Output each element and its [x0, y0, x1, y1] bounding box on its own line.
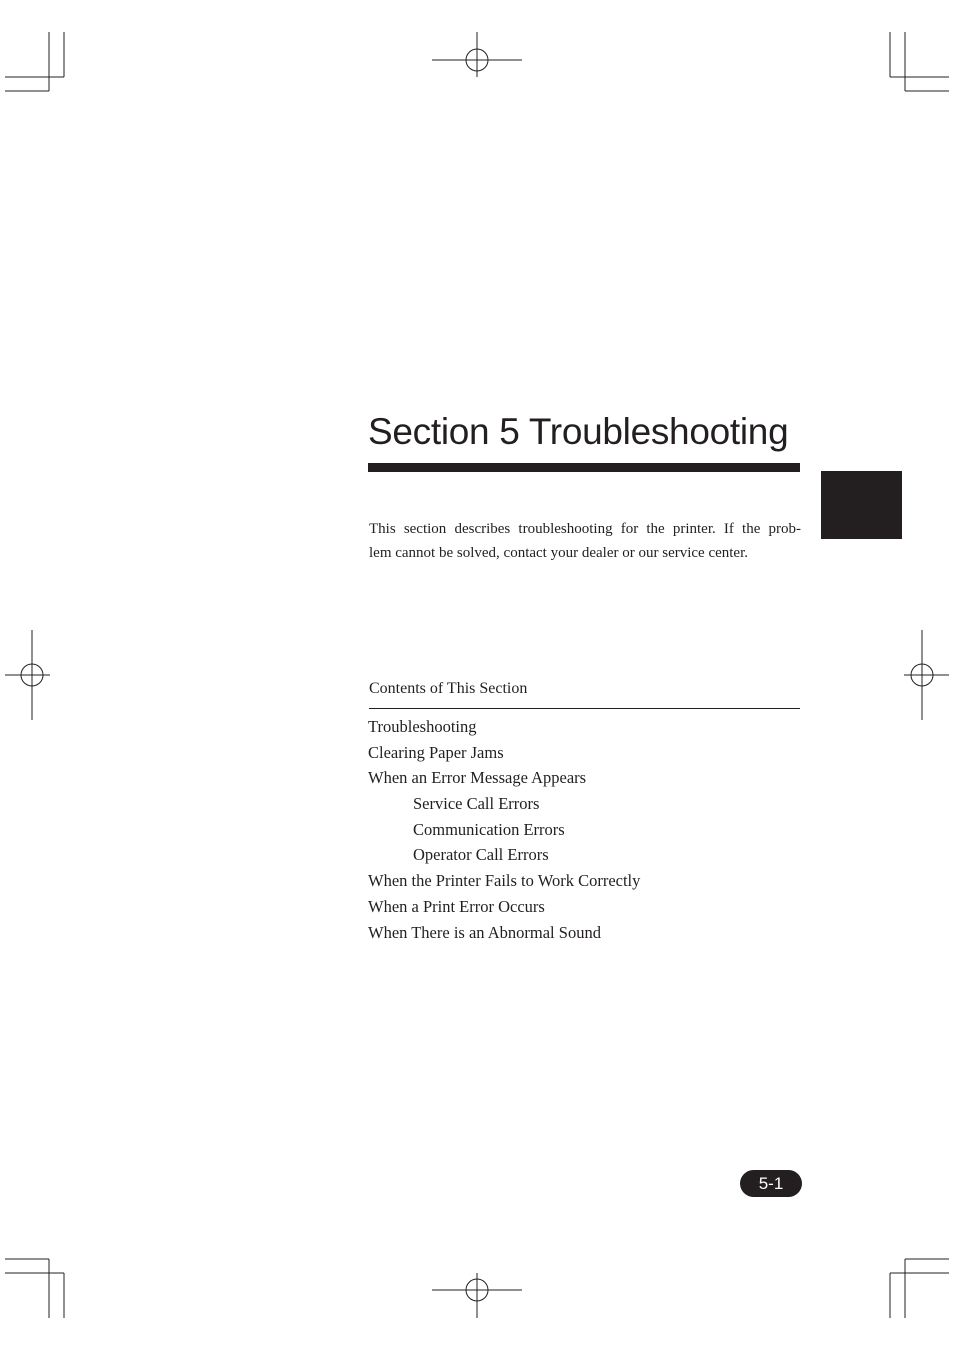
crop-mark-bottom-left [5, 1259, 64, 1318]
registration-mark-top [432, 32, 522, 77]
crop-mark-top-right [890, 32, 949, 91]
toc-subitem[interactable]: Service Call Errors [413, 794, 540, 814]
contents-list [368, 714, 640, 945]
toc-item[interactable]: When the Printer Fails to Work Correctly [368, 871, 641, 891]
contents-divider [369, 708, 800, 709]
contents-heading: Contents of This Section [369, 680, 528, 697]
intro-line-2: lem cannot be solved, contact your dealer or our service center. [369, 545, 749, 561]
intro-line-1: This section describes troubleshooting for the printer. If the prob- [369, 521, 801, 537]
toc-subitem[interactable]: Operator Call Errors [413, 845, 549, 865]
toc-item[interactable]: When There is an Abnormal Sound [368, 922, 601, 942]
registration-mark-bottom [432, 1273, 522, 1318]
toc-item[interactable]: When an Error Message Appears [368, 768, 587, 788]
section-thumb-tab [821, 471, 902, 539]
toc-item[interactable]: Troubleshooting [368, 717, 477, 736]
toc-item[interactable]: Clearing Paper Jams [368, 742, 504, 762]
page-number-badge: 5-1 [740, 1170, 802, 1197]
toc-item[interactable]: When a Print Error Occurs [368, 896, 545, 916]
section-title: Section 5 Troubleshooting [368, 411, 789, 452]
intro-paragraph [369, 517, 801, 565]
toc-subitem[interactable]: Communication Errors [413, 819, 565, 839]
crop-mark-bottom-right [890, 1259, 949, 1318]
crop-mark-top-left [5, 32, 64, 91]
title-underline-bar [368, 463, 800, 472]
registration-mark-right [904, 630, 949, 720]
registration-mark-left [5, 630, 50, 720]
